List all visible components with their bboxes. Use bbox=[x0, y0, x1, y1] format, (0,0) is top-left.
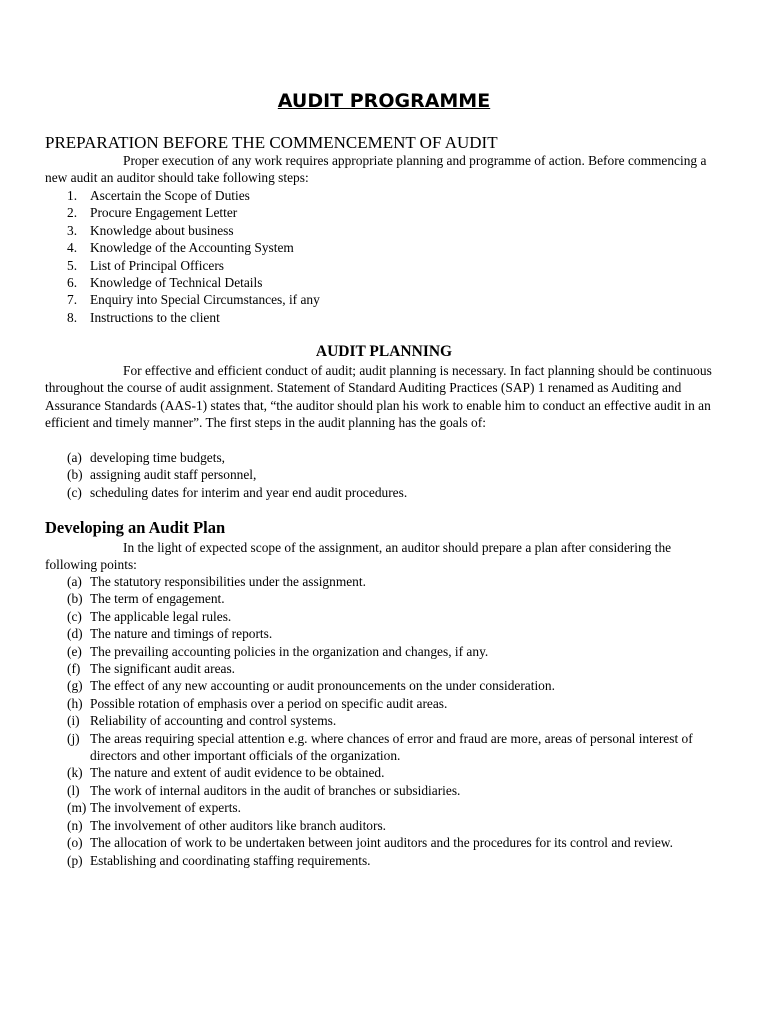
list-item bbox=[67, 625, 727, 642]
list-item-number: (m) bbox=[67, 800, 87, 816]
list-item bbox=[67, 309, 727, 326]
list-item-number: (c) bbox=[67, 484, 82, 500]
list-item bbox=[67, 817, 727, 834]
list-item-number: (f) bbox=[67, 661, 81, 677]
list-item-text: The term of engagement. bbox=[90, 591, 225, 607]
list-item bbox=[67, 608, 727, 625]
list-item bbox=[67, 643, 727, 660]
list-item-text: Knowledge about business bbox=[90, 222, 234, 238]
list-item-number: (p) bbox=[67, 852, 83, 868]
list-item-text: The effect of any new accounting or audit pronouncements on the under consideration. bbox=[90, 678, 555, 694]
list-item-text: scheduling dates for interim and year end audit procedures. bbox=[90, 484, 408, 500]
list-item-number: (l) bbox=[67, 782, 80, 798]
list-item-number: (a) bbox=[67, 450, 82, 465]
considerations-list bbox=[67, 573, 727, 869]
list-item-number: 7. bbox=[67, 292, 78, 308]
goals-list bbox=[67, 449, 727, 501]
list-item bbox=[67, 187, 727, 204]
list-item-text: The applicable legal rules. bbox=[90, 608, 232, 624]
list-item-number: (i) bbox=[67, 713, 80, 729]
list-item-text: Enquiry into Special Circumstances, if any bbox=[90, 292, 320, 308]
section-heading-audit-plan: Developing an Audit Plan bbox=[45, 518, 226, 537]
steps-list bbox=[67, 187, 727, 326]
list-item-number: (b) bbox=[67, 467, 83, 483]
list-item bbox=[67, 274, 727, 291]
list-item bbox=[67, 449, 727, 466]
list-item bbox=[67, 239, 727, 256]
list-item bbox=[67, 764, 727, 781]
list-item-text: The nature and extent of audit evidence to be obtained. bbox=[90, 765, 385, 781]
list-item-text: Establishing and coordinating staffing requirements. bbox=[90, 852, 371, 868]
list-item-number: (e) bbox=[67, 643, 82, 659]
list-item-text: The involvement of other auditors like branch auditors. bbox=[90, 817, 386, 833]
list-item bbox=[67, 484, 727, 501]
list-item-text: assigning audit staff personnel, bbox=[90, 467, 257, 483]
list-item bbox=[67, 257, 727, 274]
list-item-text: The work of internal auditors in the audit of branches or subsidiaries. bbox=[90, 782, 461, 798]
list-item-text: The involvement of experts. bbox=[90, 800, 241, 816]
list-item-number: 8. bbox=[67, 309, 78, 325]
list-item-text: developing time budgets, bbox=[90, 450, 225, 465]
list-item-text: Procure Engagement Letter bbox=[90, 205, 238, 221]
list-item bbox=[67, 695, 727, 712]
list-item bbox=[67, 730, 727, 765]
list-item bbox=[67, 834, 727, 851]
section-heading-preparation: PREPARATION BEFORE THE COMMENCEMENT OF AUDIT bbox=[45, 133, 498, 152]
list-item-number: 2. bbox=[67, 205, 78, 221]
list-item-number: (j) bbox=[67, 730, 80, 746]
list-item bbox=[67, 204, 727, 221]
list-item-number: (b) bbox=[67, 591, 83, 607]
list-item-number: 3. bbox=[67, 222, 78, 238]
list-item-text: The areas requiring special attention e.g. where chances of error and fraud are more, areas of personal interest of directors and other important officials of the organization. bbox=[90, 730, 693, 764]
list-item-text: Possible rotation of emphasis over a period on specific audit areas. bbox=[90, 695, 448, 711]
list-item-text: Knowledge of Technical Details bbox=[90, 275, 263, 291]
list-item bbox=[67, 660, 727, 677]
list-item-number: (g) bbox=[67, 678, 83, 694]
section-intro-audit-plan: In the light of expected scope of the assignment, an auditor should prepare a plan after considering the following points: bbox=[45, 540, 672, 573]
list-item-text: The allocation of work to be undertaken between joint auditors and the procedures for its control and review. bbox=[90, 835, 673, 851]
list-item-number: 1. bbox=[67, 188, 78, 203]
section-heading-audit-planning: AUDIT PLANNING bbox=[315, 343, 453, 360]
list-item-number: 5. bbox=[67, 257, 78, 273]
list-item-text: Knowledge of the Accounting System bbox=[90, 240, 294, 256]
list-item bbox=[67, 590, 727, 607]
list-item-number: (o) bbox=[67, 835, 83, 851]
list-item-number: (c) bbox=[67, 608, 82, 624]
list-item bbox=[67, 291, 727, 308]
list-item-number: (k) bbox=[67, 765, 83, 781]
list-item bbox=[67, 573, 727, 590]
list-item-text: Reliability of accounting and control systems. bbox=[90, 713, 337, 729]
document-title: AUDIT PROGRAMME bbox=[277, 90, 491, 112]
list-item-text: The prevailing accounting policies in the organization and changes, if any. bbox=[90, 643, 489, 659]
list-item bbox=[67, 222, 727, 239]
list-item-text: The significant audit areas. bbox=[90, 661, 236, 677]
list-item-number: 6. bbox=[67, 275, 78, 291]
list-item-text: Instructions to the client bbox=[90, 309, 220, 325]
list-item bbox=[67, 677, 727, 694]
list-item bbox=[67, 466, 727, 483]
list-item-text: The statutory responsibilities under the assignment. bbox=[90, 574, 366, 589]
list-item-number: (a) bbox=[67, 574, 82, 589]
list-item-number: 4. bbox=[67, 240, 78, 256]
list-item-number: (n) bbox=[67, 817, 83, 833]
section-intro-audit-planning: For effective and efficient conduct of audit; audit planning is necessary. In fact planning should be continuous throughout the course of audit assignment. Statement of Standard Auditing Practices (SAP) 1 renamed as Auditing and Assurance Standards (AAS-1) states that, “the auditor should plan his work to enable him to conduct an effective audit in an efficient and timely manner”. The first steps in the audit planning has the goals of: bbox=[45, 363, 712, 431]
list-item-number: (d) bbox=[67, 626, 83, 642]
list-item-number: (h) bbox=[67, 695, 83, 711]
list-item bbox=[67, 712, 727, 729]
list-item bbox=[67, 799, 727, 816]
list-item-text: Ascertain the Scope of Duties bbox=[90, 188, 250, 203]
list-item bbox=[67, 782, 727, 799]
section-intro-preparation: Proper execution of any work requires appropriate planning and programme of action. Before commencing a new audit an auditor should take following steps: bbox=[45, 153, 707, 186]
list-item-text: List of Principal Officers bbox=[90, 257, 224, 273]
list-item bbox=[67, 852, 727, 869]
list-item-text: The nature and timings of reports. bbox=[90, 626, 273, 642]
